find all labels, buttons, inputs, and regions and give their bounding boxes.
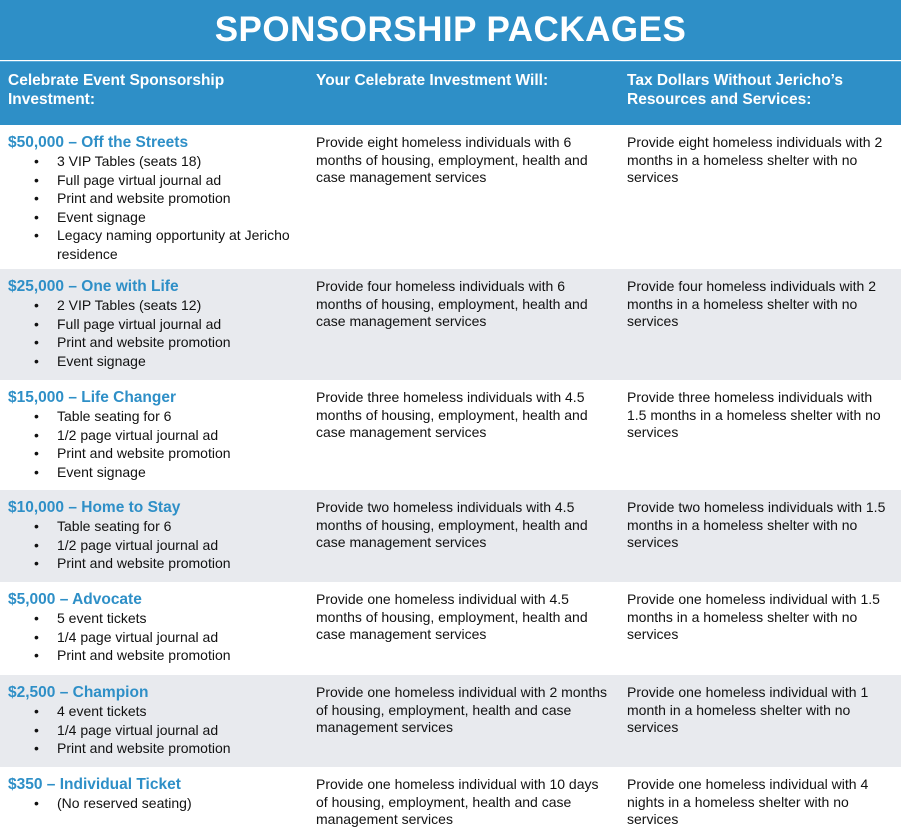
list-item: • 1/4 page virtual journal ad [8, 721, 300, 740]
header-celebrate-investment: Your Celebrate Investment Will: [316, 72, 549, 89]
tax-cell: Provide four homeless individuals with 2 months in a homeless shelter with no services [627, 278, 877, 329]
table-row [0, 490, 901, 582]
benefits-list [8, 702, 300, 758]
tax-cell: Provide one homeless individual with 4 nights in a homeless shelter with no services [627, 776, 869, 827]
list-item: • 2 VIP Tables (seats 12) [8, 296, 300, 315]
investment-cell: Provide one homeless individual with 10 days of housing, employment, health and case management services [316, 776, 599, 827]
investment-cell: Provide two homeless individuals with 4.5 months of housing, employment, health and case management services [316, 499, 588, 550]
list-item: • Print and website promotion [8, 189, 300, 208]
package-title: $10,000 – Home to Stay [8, 499, 181, 516]
list-item: • Print and website promotion [8, 739, 300, 758]
table-row [0, 269, 901, 380]
list-item: • Event signage [8, 352, 300, 371]
tax-cell: Provide one homeless individual with 1.5 months in a homeless shelter with no services [627, 591, 880, 642]
benefits-list [8, 517, 300, 573]
package-title: $15,000 – Life Changer [8, 389, 176, 406]
package-cell [0, 269, 308, 380]
benefits-list [8, 794, 300, 813]
list-item: • 3 VIP Tables (seats 18) [8, 152, 300, 171]
package-cell [0, 767, 308, 837]
list-item: • 1/2 page virtual journal ad [8, 426, 300, 445]
list-item: • Print and website promotion [8, 554, 300, 573]
tax-cell: Provide three homeless individuals with 1.5 months in a homeless shelter with no services [627, 389, 881, 440]
package-cell [0, 675, 308, 767]
table-row [0, 582, 901, 675]
package-title: $5,000 – Advocate [8, 591, 142, 608]
benefits-list [8, 152, 300, 263]
list-item: • Print and website promotion [8, 646, 300, 665]
list-item: • Table seating for 6 [8, 407, 300, 426]
benefits-list [8, 609, 300, 665]
package-cell [0, 125, 308, 269]
benefits-list [8, 296, 300, 370]
package-title: $350 – Individual Ticket [8, 776, 181, 793]
list-item: • (No reserved seating) [8, 794, 300, 813]
package-cell [0, 490, 308, 582]
list-item: • 1/2 page virtual journal ad [8, 536, 300, 555]
package-title: $50,000 – Off the Streets [8, 134, 189, 151]
list-item: • Table seating for 6 [8, 517, 300, 536]
list-item: • Print and website promotion [8, 444, 300, 463]
list-item: • Legacy naming opportunity at Jericho residence [8, 226, 300, 263]
table-row [0, 767, 901, 837]
list-item: • 1/4 page virtual journal ad [8, 628, 300, 647]
table-row [0, 380, 901, 490]
investment-cell: Provide eight homeless individuals with 6 months of housing, employment, health and case management services [316, 134, 588, 185]
package-title: $2,500 – Champion [8, 684, 149, 701]
list-item: • Print and website promotion [8, 333, 300, 352]
list-item: • Event signage [8, 463, 300, 482]
page-title: SPONSORSHIP PACKAGES [214, 10, 687, 49]
package-title: $25,000 – One with Life [8, 278, 179, 295]
tax-cell: Provide two homeless individuals with 1.5 months in a homeless shelter with no services [627, 499, 886, 550]
table-row [0, 125, 901, 269]
investment-cell: Provide one homeless individual with 4.5 months of housing, employment, health and case management services [316, 591, 588, 642]
header-tax-dollars: Tax Dollars Without Jericho’s Resources and Services: [627, 72, 844, 108]
list-item: • Event signage [8, 208, 300, 227]
packages-table [0, 125, 901, 837]
investment-cell: Provide one homeless individual with 2 months of housing, employment, health and case management services [316, 684, 608, 735]
title-bar [0, 0, 901, 61]
table-row [0, 675, 901, 767]
tax-cell: Provide eight homeless individuals with 2 months in a homeless shelter with no services [627, 134, 883, 185]
list-item: • Full page virtual journal ad [8, 315, 300, 334]
investment-cell: Provide three homeless individuals with 4.5 months of housing, employment, health and case management services [316, 389, 588, 440]
benefits-list [8, 407, 300, 481]
table-header [0, 61, 901, 125]
investment-cell: Provide four homeless individuals with 6 months of housing, employment, health and case management services [316, 278, 588, 329]
list-item: • Full page virtual journal ad [8, 171, 300, 190]
list-item: • 5 event tickets [8, 609, 300, 628]
list-item: • 4 event tickets [8, 702, 300, 721]
package-cell [0, 380, 308, 490]
header-sponsorship-investment: Celebrate Event Sponsorship Investment: [8, 72, 225, 108]
tax-cell: Provide one homeless individual with 1 month in a homeless shelter with no services [627, 684, 869, 735]
package-cell [0, 582, 308, 675]
